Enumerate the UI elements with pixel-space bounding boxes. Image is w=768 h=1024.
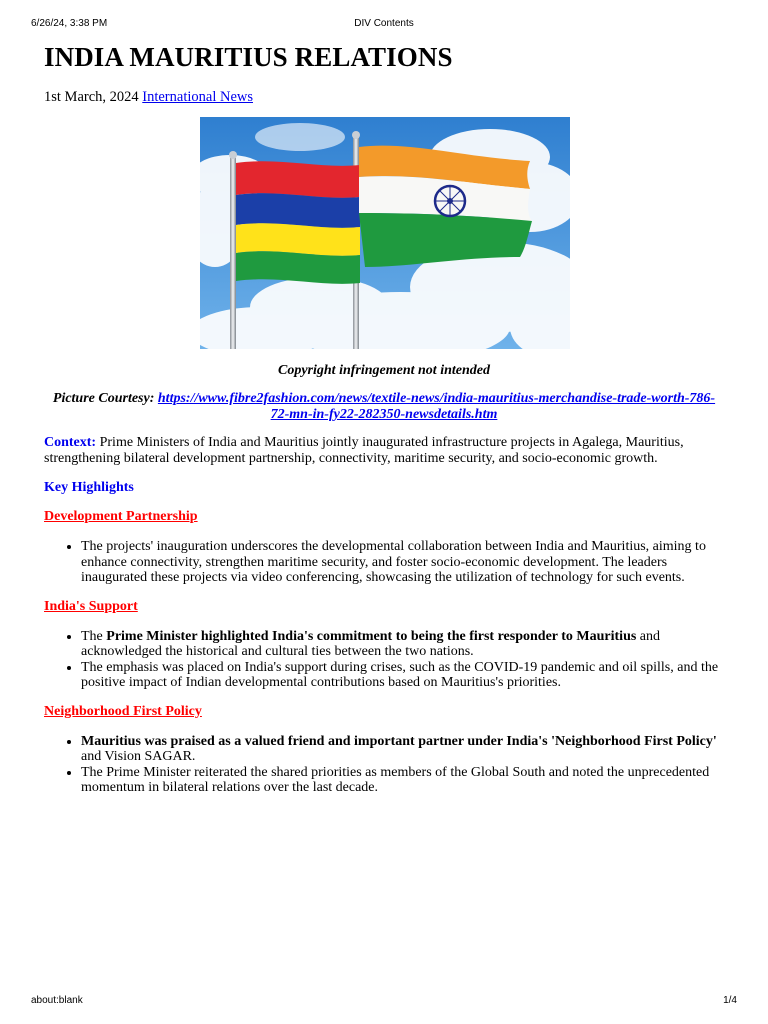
list-item: • The emphasis was placed on India's support during crises, such as the COVID-19 pandemic and oil spills, and the positive impact of Indian developmental contributions based on Mauritius's priorities. <box>81 660 724 691</box>
section-heading-development-partnership: Development Partnership <box>44 509 198 524</box>
courtesy-label: Picture Courtesy: <box>52 391 155 406</box>
print-url: about:blank <box>31 995 83 1006</box>
section-heading-indias-support: India's Support <box>44 598 138 614</box>
mauritius-flag <box>236 161 360 284</box>
bullet-list <box>44 539 724 586</box>
print-header <box>0 18 768 32</box>
dateline <box>44 88 724 106</box>
india-flag <box>359 146 532 267</box>
flags-illustration <box>200 117 570 349</box>
flags-image <box>200 117 570 349</box>
list-item: • The Prime Minister highlighted India's commitment to being the first responder to Mauritius and acknowledged the historical and cultural ties between the two nations. <box>81 629 724 660</box>
bullet-list <box>44 629 724 691</box>
list-item: • Mauritius was praised as a valued friend and important partner under India's 'Neighborhood First Policy' and Vision SAGAR. <box>81 734 724 765</box>
key-highlights-heading: Key Highlights <box>44 480 134 495</box>
article <box>44 40 724 796</box>
list-item: • The projects' inauguration underscores the developmental collaboration between India and Mauritius, aiming to enhance connectivity, strengthen maritime security, and foster socio-economic development. The leaders inaugurated these projects via video conferencing, showcasing the utilization of technology for such events. <box>81 539 724 586</box>
context-paragraph <box>44 435 724 467</box>
print-doc-title: DIV Contents <box>354 18 414 29</box>
courtesy-link[interactable]: https://www.fibre2fashion.com/news/textile-news/india-mauritius-merchandise-trade-worth-786-72-mn-in-fy22-282350-newsdetails.htm <box>157 391 716 422</box>
category-link[interactable]: International News <box>142 89 253 105</box>
page-title: INDIA MAURITIUS RELATIONS <box>44 42 453 72</box>
page-number: 1/4 <box>723 995 737 1006</box>
context-text: Prime Ministers of India and Mauritius jointly inaugurated infrastructure projects in Agalega, Mauritius, strengthening bilateral development partnership, connectivity, maritime security, and socio-economic growth. <box>44 435 684 466</box>
section-heading-neighborhood-first-policy: Neighborhood First Policy <box>44 703 202 719</box>
print-timestamp: 6/26/24, 3:38 PM <box>31 18 108 29</box>
print-footer <box>0 995 768 1009</box>
copyright-notice: Copyright infringement not intended <box>278 363 490 378</box>
article-date: 1st March, 2024 <box>44 89 139 105</box>
picture-courtesy <box>44 391 724 423</box>
bullet-list <box>44 734 724 796</box>
list-item: • The Prime Minister reiterated the shared priorities as members of the Global South and noted the unprecedented momentum in bilateral relations over the last decade. <box>81 765 724 796</box>
context-label: Context: <box>44 435 97 450</box>
